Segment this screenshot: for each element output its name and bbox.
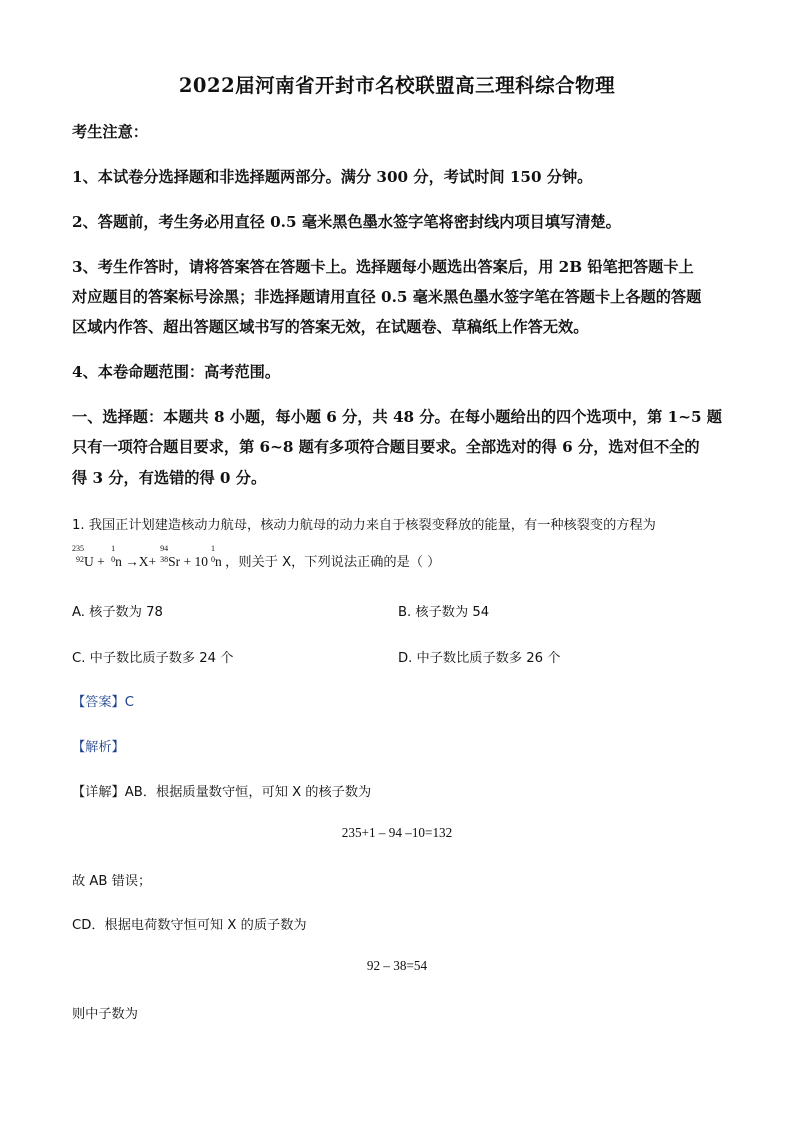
fission-equation: 235 92 U + 1 0 n →X+ 94 38 Sr + 10 1 0 n [72,544,222,569]
notice-item-3-line-1: 3、考生作答时，请将答案答在答题卡上。选择题每小题选出答案后，用 2B 铅笔把答题卡上 [72,258,694,276]
section-1-instructions-line-3: 得 3 分，有选错的得 0 分。 [72,469,267,487]
ab-conclusion: 故 AB 错误； [72,874,152,889]
question-1-equation-line [72,544,441,570]
option-d: D. 中子数比质子数多 26 个 [398,651,561,666]
detail-cd: CD．根据电荷数守恒可知 X 的质子数为 [72,918,307,933]
notice-item-3-line-3: 区域内作答、超出答题区域书写的答案无效，在试题卷、草稿纸上作答无效。 [72,318,589,336]
notice-item-1: 1、本试卷分选择题和非选择题两部分。满分 300 分，考试时间 150 分钟。 [72,168,593,186]
notice-item-4: 4、本卷命题范围：高考范围。 [72,363,281,381]
detail-ab: 【详解】AB．根据质量数守恒，可知 X 的核子数为 [72,785,372,800]
nuclide-neutron-product: 1 0 n [211,544,222,569]
notice-item-2: 2、答题前，考生务必用直径 0.5 毫米黑色墨水签字笔将密封线内项目填写清楚。 [72,213,621,231]
question-1-prompt: ，则关于 X，下列说法正确的是（ ） [225,555,441,570]
notice-item-3-line-2: 对应题目的答案标号涂黑；非选择题请用直径 0.5 毫米黑色墨水签字笔在答题卡上各题的答题 [72,288,702,306]
formula-proton-count: 92 – 38=54 [366,958,428,973]
analysis-label: 【解析】 [72,740,125,755]
nuclide-strontium: 94 38 Sr [160,544,181,569]
document-title: 2022届河南省开封市名校联盟高三理科综合物理 [178,74,616,97]
option-c: C. 中子数比质子数多 24 个 [72,651,234,666]
option-b: B. 核子数为 54 [398,605,490,620]
nuclide-neutron: 1 0 n [111,544,122,569]
option-a: A. 核子数为 78 [72,605,163,620]
notice-heading: 考生注意： [72,123,148,141]
question-1-stem: 1. 我国正计划建造核动力航母，核动力航母的动力来自于核裂变释放的能量，有一种核裂变的方程为 [72,518,656,533]
neutron-count-line: 则中子数为 [72,1007,138,1022]
section-1-instructions-line-1: 一、选择题：本题共 8 小题，每小题 6 分，共 48 分。在每小题给出的四个选项中，第 1~5 题 [72,408,722,426]
nuclide-uranium: 235 92 U [72,544,94,569]
formula-nucleon-count: 235+1 – 94 –10=132 [341,825,453,840]
section-1-instructions-line-2: 只有一项符合题目要求，第 6~8 题有多项符合题目要求。全部选对的得 6 分，选对但不全的 [72,438,700,456]
answer-label: 【答案】C [72,695,134,710]
